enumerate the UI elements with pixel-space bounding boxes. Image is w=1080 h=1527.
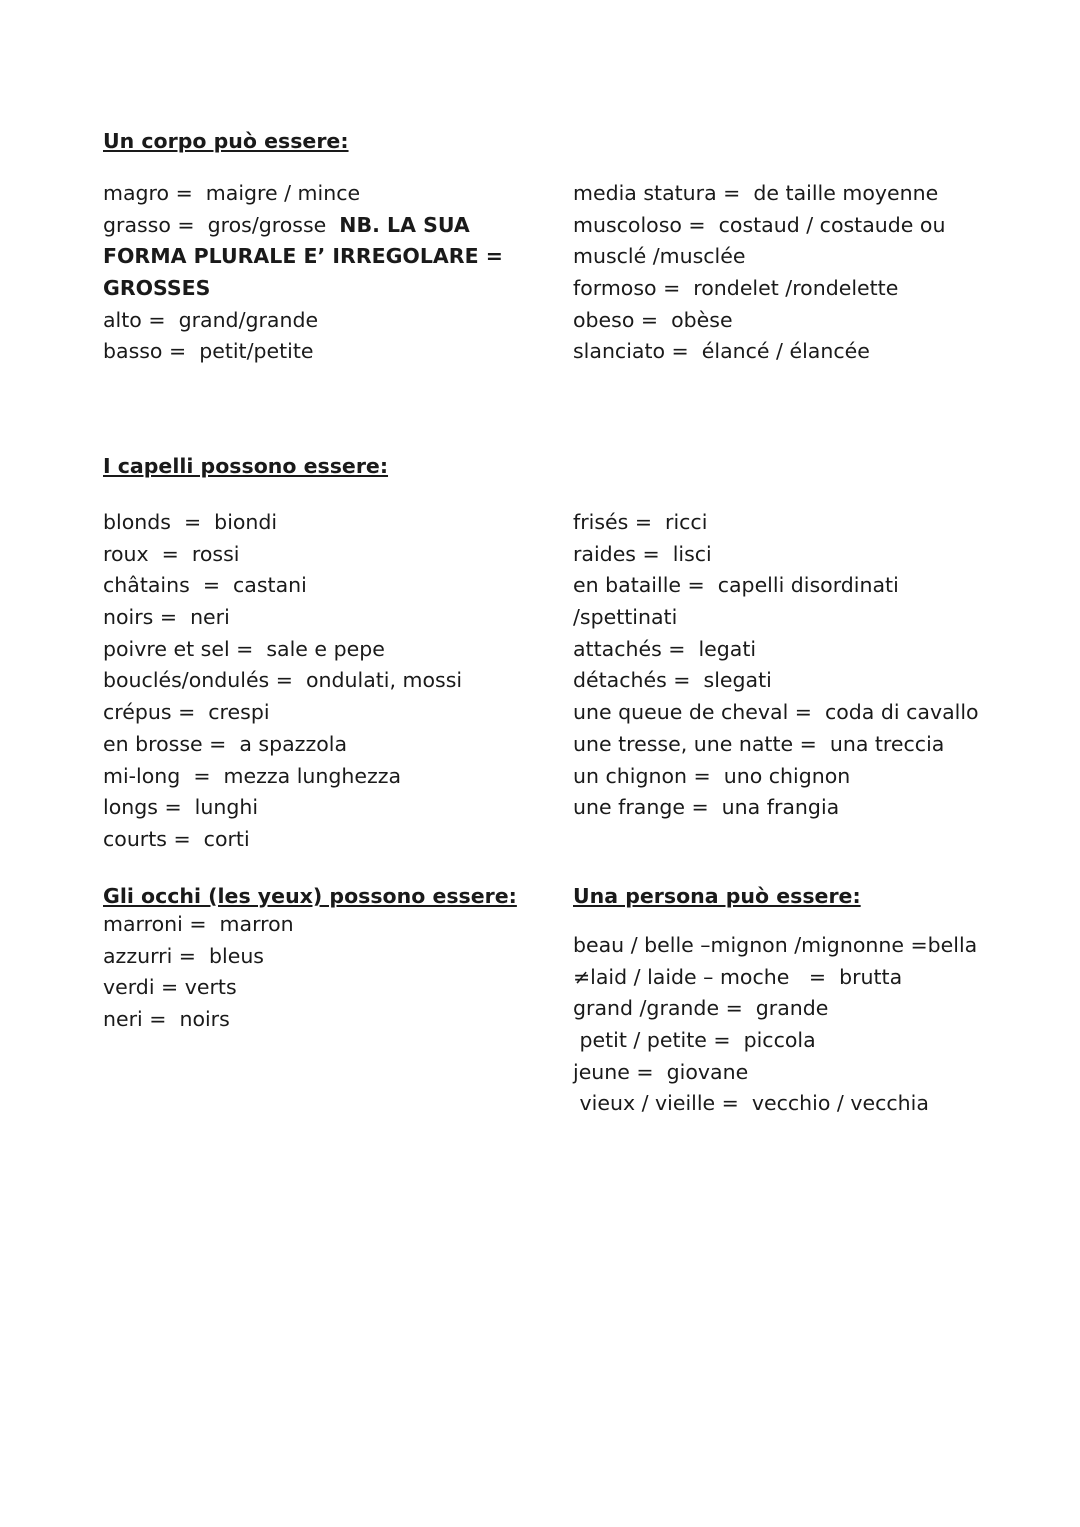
eyes-item: azzurri = bleus (103, 943, 264, 968)
body-left-item-grasso (103, 210, 503, 242)
eyes-item: verdi = verts (103, 975, 237, 1000)
hair-right-item: /spettinati (573, 605, 678, 630)
hair-section-heading: I capelli possono essere: (103, 454, 389, 478)
hair-left-item: courts = corti (103, 826, 250, 851)
person-item: jeune = giovane (573, 1059, 749, 1084)
body-right-column (573, 178, 945, 368)
hair-right-item: frisés = ricci (573, 510, 708, 534)
body-right-item: media statura = de taille moyenne (573, 181, 939, 205)
body-right-item: muscoloso = costaud / costaude ou (573, 212, 946, 237)
hair-right-item: une queue de cheval = coda di cavallo (573, 700, 979, 725)
hair-right-item: attachés = legati (573, 636, 757, 661)
body-right-item: obeso = obèse (573, 307, 733, 332)
body-left-item-text: grasso = gros/grosse (103, 212, 340, 237)
body-section-heading: Un corpo può essere: (103, 129, 349, 153)
hair-left-column (103, 507, 462, 856)
hair-left-item: en brosse = a spazzola (103, 731, 348, 756)
eyes-item: marroni = marron (103, 912, 294, 936)
irregular-plural-note-line: GROSSES (103, 276, 211, 301)
body-right-item: musclé /musclée (573, 244, 746, 269)
person-item: grand /grande = grande (573, 996, 829, 1021)
hair-left-item: blonds = biondi (103, 510, 278, 534)
person-item: ≠laid / laide – moche = brutta (573, 964, 903, 989)
hair-right-item: en bataille = capelli disordinati (573, 573, 899, 598)
hair-right-item: un chignon = uno chignon (573, 763, 851, 788)
hair-left-item: poivre et sel = sale e pepe (103, 636, 385, 661)
hair-left-item: noirs = neri (103, 605, 230, 630)
hair-right-column (573, 507, 979, 824)
eyes-section-heading: Gli occhi (les yeux) possono essere: (103, 884, 517, 908)
hair-left-item: longs = lunghi (103, 795, 259, 820)
irregular-plural-note-line: FORMA PLURALE E’ IRREGOLARE = (103, 244, 503, 269)
hair-left-item: mi-long = mezza lunghezza (103, 763, 402, 788)
hair-right-item: raides = lisci (573, 541, 712, 566)
body-left-item: basso = petit/petite (103, 339, 314, 364)
body-left-item: magro = maigre / mince (103, 181, 361, 205)
person-item: vieux / vieille = vecchio / vecchia (573, 1091, 929, 1116)
body-left-column (103, 178, 503, 368)
body-left-item: alto = grand/grande (103, 307, 319, 332)
hair-left-item: châtains = castani (103, 573, 307, 598)
body-right-item: formoso = rondelet /rondelette (573, 276, 899, 301)
hair-right-item: une frange = una frangia (573, 795, 840, 820)
irregular-plural-note: NB. LA SUA (339, 212, 470, 237)
person-section-heading: Una persona può essere: (573, 884, 861, 908)
hair-right-item: détachés = slegati (573, 668, 772, 693)
body-right-item: slanciato = élancé / élancée (573, 339, 870, 364)
person-item: petit / petite = piccola (573, 1028, 816, 1053)
hair-left-item: bouclés/ondulés = ondulati, mossi (103, 668, 463, 693)
person-item: beau / belle –mignon /mignonne =bella (573, 933, 978, 957)
hair-right-item: une tresse, une natte = una treccia (573, 731, 945, 756)
eyes-item: neri = noirs (103, 1007, 230, 1032)
hair-left-item: roux = rossi (103, 541, 240, 566)
hair-left-item: crépus = crespi (103, 700, 270, 725)
eyes-column (103, 909, 294, 1036)
person-column (573, 930, 977, 1120)
